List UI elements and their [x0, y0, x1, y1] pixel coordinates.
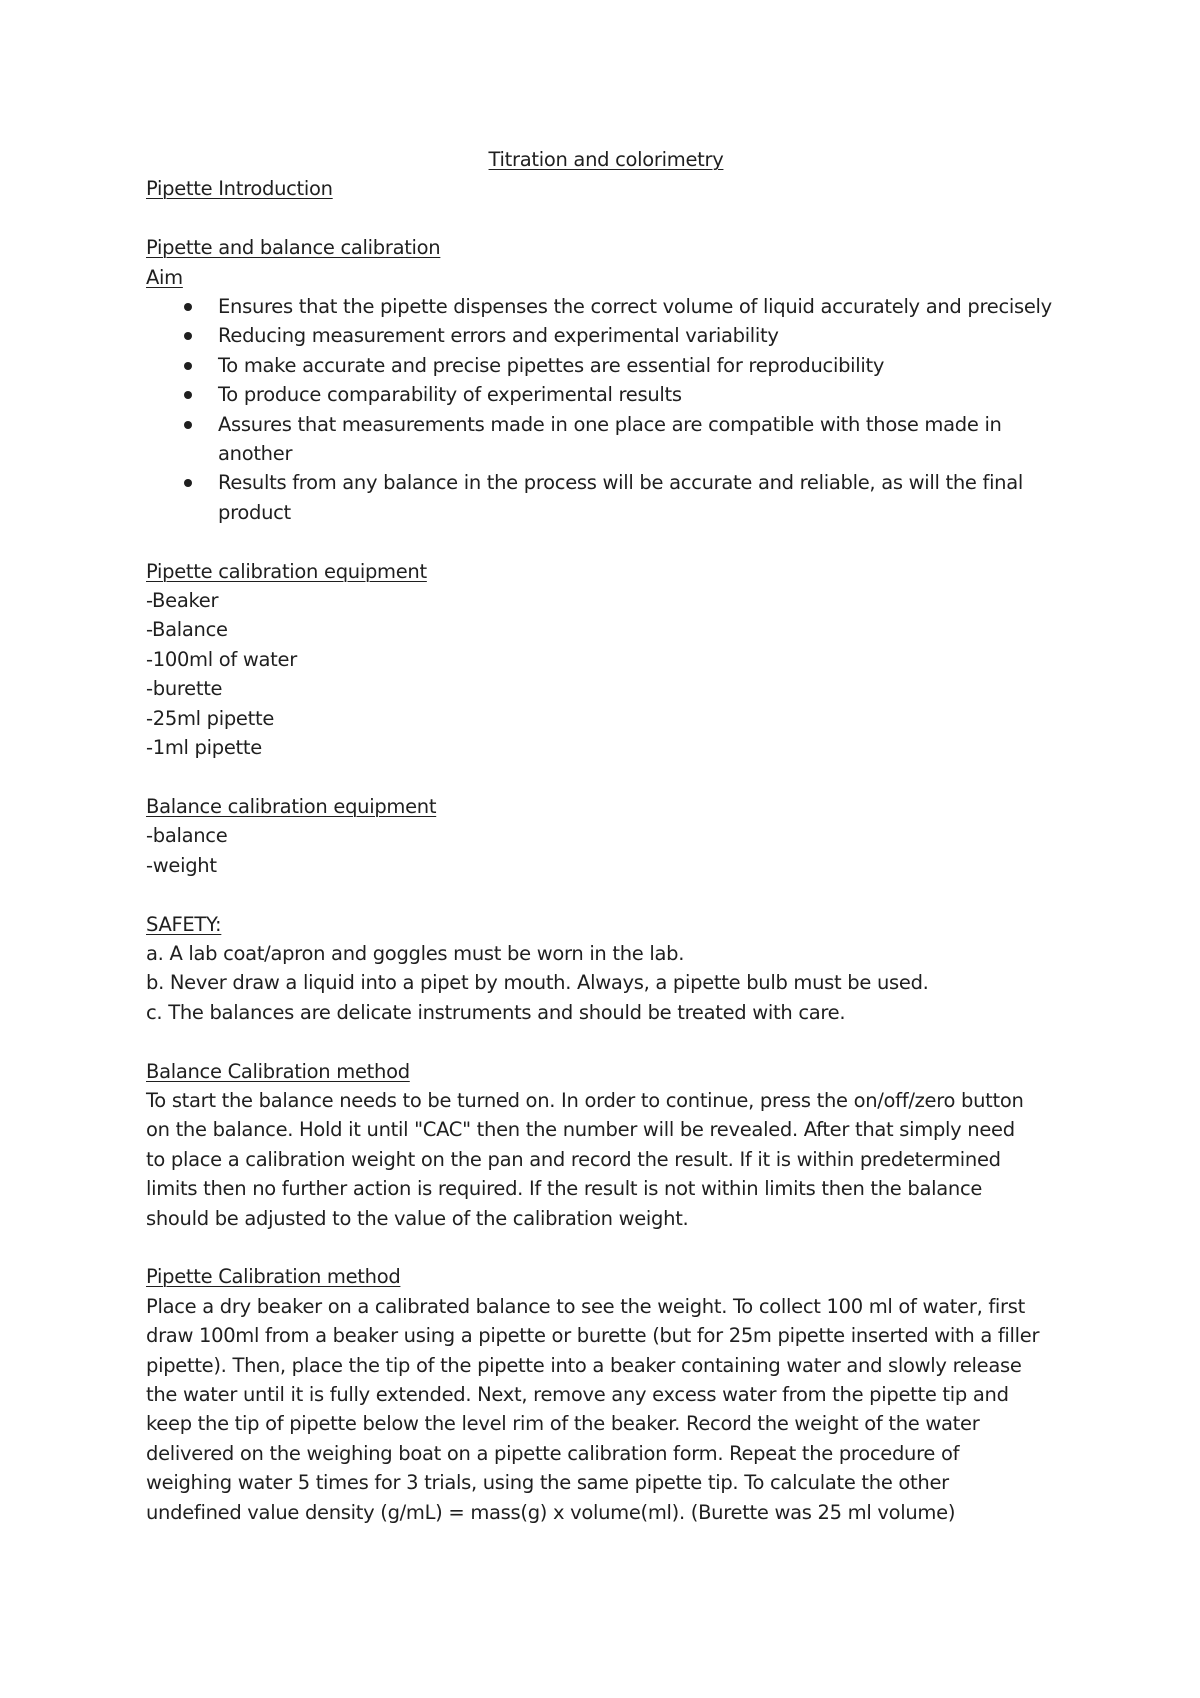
- paragraph-line: keep the tip of pipette below the level rim of the beaker. Record the weight of the water: [146, 1412, 980, 1436]
- aim-line: [146, 263, 1066, 292]
- balance-method-line: [146, 1057, 1066, 1086]
- document-title: Titration and colorimetry: [488, 148, 724, 171]
- spacer: [146, 204, 1066, 233]
- equipment-item: -balance: [146, 824, 228, 848]
- spacer: [146, 1233, 1066, 1262]
- calibration-section-line: [146, 233, 1066, 262]
- pipette-intro-line: [146, 174, 1066, 203]
- document-title-line: [146, 145, 1066, 174]
- pipette-equipment-heading: Pipette calibration equipment: [146, 559, 427, 583]
- equipment-item: -100ml of water: [146, 647, 297, 671]
- pipette-equipment-line: [146, 557, 1066, 586]
- aim-list-item: [218, 468, 1066, 527]
- paragraph-line: undefined value density (g/mL) = mass(g) x volume(ml). (Burette was 25 ml volume): [146, 1500, 956, 1524]
- balance-equipment-line: [146, 792, 1066, 821]
- aim-item-text: To produce comparability of experimental results: [218, 383, 682, 407]
- equipment-item: -1ml pipette: [146, 736, 262, 760]
- aim-list-item: [218, 321, 1066, 350]
- document-page: [146, 145, 1066, 1527]
- paragraph-line: limits then no further action is required. If the result is not within limits then the balance: [146, 1177, 983, 1201]
- safety-item: c. The balances are delicate instruments and should be treated with care.: [146, 1000, 846, 1024]
- spacer: [146, 1027, 1066, 1056]
- balance-method-heading: Balance Calibration method: [146, 1059, 410, 1083]
- bullet-icon: [184, 421, 192, 429]
- paragraph-line: on the balance. Hold it until "CAC" then the number will be revealed. After that simply need: [146, 1118, 1015, 1142]
- bullet-icon: [184, 479, 192, 487]
- aim-heading: Aim: [146, 265, 183, 289]
- aim-list-item: [218, 292, 1066, 321]
- safety-heading: SAFETY:: [146, 912, 222, 936]
- equipment-item: -Balance: [146, 618, 228, 642]
- calibration-section-heading: Pipette and balance calibration: [146, 236, 441, 260]
- safety-line: [146, 910, 1066, 939]
- equipment-item: -weight: [146, 853, 217, 877]
- aim-item-text: Reducing measurement errors and experimental variability: [218, 324, 779, 348]
- bullet-icon: [184, 362, 192, 370]
- safety-item: b. Never draw a liquid into a pipet by mouth. Always, a pipette bulb must be used.: [146, 971, 929, 995]
- bullet-icon: [184, 391, 192, 399]
- pipette-method-line: [146, 1262, 1066, 1291]
- paragraph-line: should be adjusted to the value of the calibration weight.: [146, 1206, 689, 1230]
- spacer: [146, 763, 1066, 792]
- aim-item-text: To make accurate and precise pipettes are essential for reproducibility: [218, 353, 885, 377]
- aim-item-text: Assures that measurements made in one place are compatible with those made in another: [218, 412, 1002, 466]
- paragraph-line: the water until it is fully extended. Next, remove any excess water from the pipette tip and: [146, 1382, 1009, 1406]
- paragraph-line: weighing water 5 times for 3 trials, using the same pipette tip. To calculate the other: [146, 1471, 949, 1495]
- aim-item-text: Results from any balance in the process will be accurate and reliable, as will the final product: [218, 471, 1024, 524]
- aim-list-item: [218, 410, 1066, 469]
- aim-list-item: [218, 351, 1066, 380]
- pipette-intro-heading: Pipette Introduction: [146, 177, 333, 201]
- safety-item: a. A lab coat/apron and goggles must be worn in the lab.: [146, 941, 685, 965]
- equipment-item: -25ml pipette: [146, 706, 275, 730]
- aim-list-item: [218, 380, 1066, 409]
- paragraph-line: Place a dry beaker on a calibrated balance to see the weight. To collect 100 ml of water, first: [146, 1294, 1025, 1318]
- paragraph-line: delivered on the weighing boat on a pipette calibration form. Repeat the procedure of: [146, 1441, 960, 1465]
- paragraph-line: pipette). Then, place the tip of the pipette into a beaker containing water and slowly release: [146, 1353, 1022, 1377]
- paragraph-line: To start the balance needs to be turned on. In order to continue, press the on/off/zero button: [146, 1088, 1024, 1112]
- balance-equipment-heading: Balance calibration equipment: [146, 794, 437, 818]
- bullet-icon: [184, 332, 192, 340]
- pipette-method-heading: Pipette Calibration method: [146, 1265, 401, 1289]
- equipment-item: -Beaker: [146, 589, 219, 613]
- paragraph-line: to place a calibration weight on the pan and record the result. If it is within predetermined: [146, 1147, 1001, 1171]
- equipment-item: -burette: [146, 677, 223, 701]
- spacer: [146, 880, 1066, 909]
- aim-list: [146, 292, 1066, 527]
- aim-item-text: Ensures that the pipette dispenses the correct volume of liquid accurately and precisely: [218, 295, 1052, 319]
- spacer: [146, 527, 1066, 556]
- bullet-icon: [184, 303, 192, 311]
- paragraph-line: draw 100ml from a beaker using a pipette or burette (but for 25m pipette inserted with a filler: [146, 1324, 1040, 1348]
